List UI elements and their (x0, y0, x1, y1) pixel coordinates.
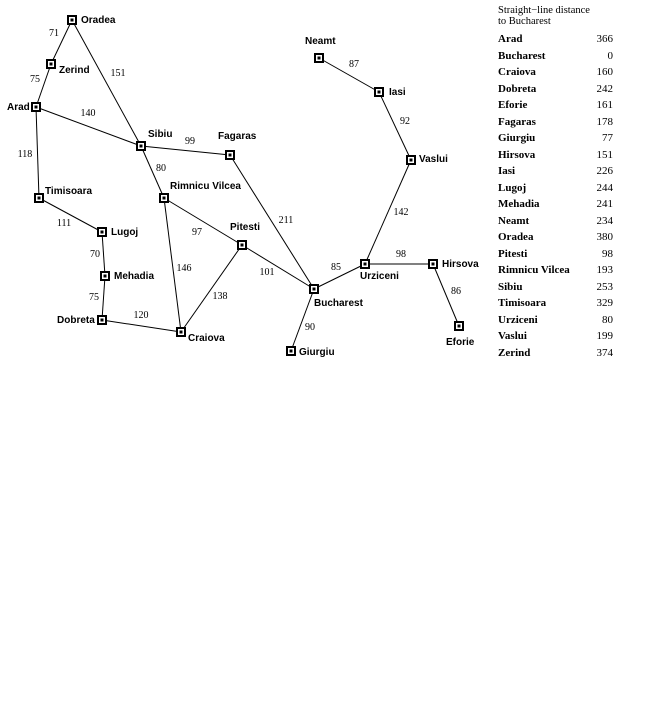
road-distance-label: 75 (30, 74, 40, 85)
table-distance-value: 98 (602, 247, 613, 260)
city-node-hirsova (428, 259, 438, 269)
city-label-lugoj: Lugoj (111, 227, 139, 238)
table-distance-value: 77 (602, 132, 613, 144)
table-city-name: Neamt (498, 214, 530, 227)
road-distance-label: 151 (110, 68, 126, 79)
city-label-zerind: Zerind (59, 65, 90, 76)
table-city-name: Dobreta (498, 82, 537, 95)
table-row (498, 246, 613, 263)
table-city-name: Craiova (498, 66, 536, 78)
road-distance-label: 92 (400, 116, 410, 127)
city-label-rimnicu-vilcea: Rimnicu Vilcea (170, 181, 241, 192)
road-pitesti-bucharest (242, 245, 314, 289)
city-label-iasi: Iasi (389, 87, 406, 98)
table-distance-value: 244 (596, 181, 613, 194)
road-distance-label: 87 (349, 59, 359, 70)
table-distance-value: 193 (596, 264, 613, 276)
road-oradea-sibiu (72, 20, 141, 146)
road-sibiu-fagaras (141, 146, 230, 155)
city-node-lugoj (97, 227, 107, 237)
city-label-oradea: Oradea (81, 15, 116, 26)
road-distance-label: 140 (80, 108, 96, 119)
city-node-rimnicu-vilcea (159, 193, 169, 203)
table-distance-value: 366 (596, 33, 613, 45)
city-node-bucharest (309, 284, 319, 294)
table-title (498, 5, 613, 27)
table-row (498, 147, 613, 164)
table-city-name: Zerind (498, 346, 531, 359)
city-label-sibiu: Sibiu (148, 129, 173, 140)
city-node-dobreta (97, 315, 107, 325)
city-label-pitesti: Pitesti (230, 222, 261, 233)
road-oradea-zerind (51, 20, 72, 64)
table-distance-value: 374 (596, 346, 613, 359)
city-node-arad (31, 102, 41, 112)
city-label-mehadia: Mehadia (114, 271, 155, 282)
table-city-name: Rimnicu Vilcea (498, 264, 570, 276)
table-city-name: Arad (498, 33, 523, 45)
table-row (498, 213, 613, 230)
city-label-bucharest: Bucharest (314, 298, 363, 309)
table-title-line-1: Straight−line distance (498, 5, 590, 16)
table-row (498, 262, 613, 279)
table-city-name: Timisoara (498, 297, 547, 309)
table-distance-value: 226 (596, 165, 613, 177)
table-rows (498, 31, 613, 361)
road-distance-label: 98 (396, 249, 406, 260)
road-distance-label: 71 (49, 28, 59, 39)
city-label-hirsova: Hirsova (442, 259, 479, 270)
city-label-eforie: Eforie (446, 337, 475, 348)
city-label-giurgiu: Giurgiu (299, 347, 335, 358)
table-row (498, 163, 613, 180)
city-node-pitesti (237, 240, 247, 250)
city-node-timisoara (34, 193, 44, 203)
table-distance-value: 329 (596, 297, 613, 309)
table-row (498, 130, 613, 147)
straight-line-distance-table (498, 5, 613, 361)
road-bucharest-giurgiu (291, 289, 314, 351)
table-row (498, 64, 613, 81)
table-city-name: Giurgiu (498, 132, 536, 144)
road-distance-label: 146 (176, 263, 192, 274)
table-distance-value: 234 (596, 214, 613, 227)
table-city-name: Iasi (498, 165, 516, 177)
table-row (498, 31, 613, 48)
road-zerind-arad (36, 64, 51, 107)
city-label-vaslui: Vaslui (419, 154, 448, 165)
table-row (498, 312, 613, 329)
road-distance-label: 101 (259, 267, 275, 278)
table-city-name: Urziceni (498, 313, 538, 326)
city-label-urziceni: Urziceni (360, 271, 399, 282)
table-city-name: Hirsova (498, 148, 536, 161)
road-distance-label: 120 (133, 310, 149, 321)
road-mehadia-dobreta (102, 276, 105, 320)
city-node-craiova (176, 327, 186, 337)
table-city-name: Bucharest (498, 49, 546, 62)
table-city-name: Oradea (498, 231, 534, 243)
city-label-timisoara: Timisoara (45, 186, 93, 197)
table-distance-value: 178 (596, 115, 613, 128)
table-distance-value: 151 (596, 148, 613, 161)
city-node-giurgiu (286, 346, 296, 356)
road-craiova-pitesti (181, 245, 242, 332)
table-city-name: Lugoj (498, 181, 527, 194)
table-distance-value: 380 (596, 231, 613, 243)
road-distance-label: 97 (192, 227, 202, 238)
romania-road-map (0, 0, 490, 370)
city-label-neamt: Neamt (305, 36, 336, 47)
city-node-fagaras (225, 150, 235, 160)
table-city-name: Eforie (498, 99, 528, 111)
table-row (498, 97, 613, 114)
table-city-name: Vaslui (498, 330, 527, 342)
city-node-iasi (374, 87, 384, 97)
table-row (498, 345, 613, 362)
table-city-name: Pitesti (498, 247, 528, 260)
city-node-zerind (46, 59, 56, 69)
road-distance-label: 138 (212, 291, 228, 302)
table-row (498, 114, 613, 131)
road-distance-label: 86 (451, 286, 461, 297)
city-node-eforie (454, 321, 464, 331)
road-distance-label: 142 (393, 207, 409, 218)
road-distance-label: 70 (90, 249, 100, 260)
table-distance-value: 80 (602, 313, 613, 326)
city-label-dobreta: Dobreta (57, 315, 95, 326)
road-distance-label: 85 (331, 262, 341, 273)
city-node-neamt (314, 53, 324, 63)
table-row (498, 229, 613, 246)
table-distance-value: 241 (596, 198, 613, 210)
table-title-line-2: to Bucharest (498, 16, 551, 27)
city-label-arad: Arad (7, 102, 30, 113)
road-distance-label: 80 (156, 163, 166, 174)
road-distance-label: 75 (89, 292, 99, 303)
table-row (498, 180, 613, 197)
road-distance-label: 90 (305, 322, 315, 333)
road-distance-label: 99 (185, 136, 195, 147)
city-node-urziceni (360, 259, 370, 269)
table-city-name: Fagaras (498, 115, 536, 128)
road-arad-timisoara (36, 107, 39, 198)
road-dobreta-craiova (102, 320, 181, 332)
table-distance-value: 161 (596, 99, 613, 111)
table-row (498, 196, 613, 213)
road-distance-label: 211 (278, 215, 294, 226)
table-row (498, 328, 613, 345)
city-node-sibiu (136, 141, 146, 151)
city-label-craiova: Craiova (188, 333, 225, 344)
table-row (498, 279, 613, 296)
table-row (498, 295, 613, 312)
table-distance-value: 0 (607, 49, 613, 62)
road-distance-label: 118 (17, 149, 33, 160)
city-label-fagaras: Fagaras (218, 131, 257, 142)
table-distance-value: 242 (596, 82, 613, 95)
table-city-name: Sibiu (498, 280, 523, 293)
road-distance-label: 111 (56, 218, 72, 229)
table-city-name: Mehadia (498, 198, 540, 210)
city-node-mehadia (100, 271, 110, 281)
table-distance-value: 160 (596, 66, 613, 78)
table-distance-value: 253 (596, 280, 613, 293)
road-lugoj-mehadia (102, 232, 105, 276)
table-distance-value: 199 (596, 330, 613, 342)
table-row (498, 48, 613, 65)
city-node-oradea (67, 15, 77, 25)
city-node-vaslui (406, 155, 416, 165)
table-row (498, 81, 613, 98)
